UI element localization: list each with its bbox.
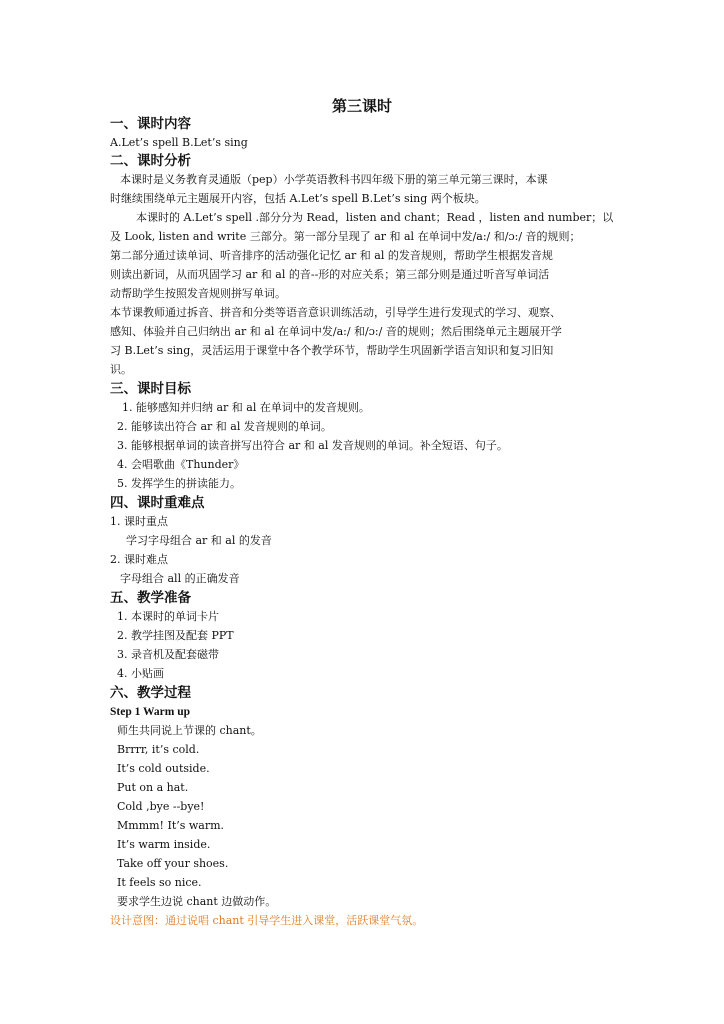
- chant-line: Mmmm! It’s warm.: [117, 819, 225, 832]
- paragraph-line: 及 Look, listen and write 三部分。第一部分呈现了 ar 和 al 在单词中发/a:/ 和/ɔ:/ 音的规则；: [110, 230, 581, 243]
- chant-line: It feels so nice.: [117, 876, 202, 889]
- paragraph-line: 识。: [110, 363, 132, 376]
- chant-line: Take off your shoes.: [117, 857, 229, 870]
- paragraph-line: 动帮助学生按照发音规则拼写单词。: [110, 287, 286, 300]
- paragraph-line: 时继续围绕单元主题展开内容，包括 A.Let’s spell B.Let’s sing 两个板块。: [110, 192, 486, 205]
- list-item: 4. 会唱歌曲《Thunder》: [117, 458, 245, 471]
- paragraph-line: 感知、体验并自己归纳出 ar 和 al 在单词中发/a:/ 和/ɔ:/ 音的规则；然后围绕单元主题展开学: [110, 325, 562, 338]
- step-heading: Step 1 Warm up: [110, 706, 190, 718]
- paragraph-line: 本节课教师通过拆音、拼音和分类等语音意识训练活动，引导学生进行发现式的学习、观察、: [110, 306, 561, 319]
- section-1-content: A.Let’s spell B.Let’s sing: [110, 136, 248, 149]
- list-item: 2. 教学挂图及配套 PPT: [117, 629, 234, 642]
- section-5-heading: 五、教学准备: [110, 590, 191, 606]
- paragraph-line: 则读出新词，从而巩固学习 ar 和 al 的音--形的对应关系；第三部分则是通过听音写单词活: [110, 268, 550, 281]
- list-item: 师生共同说上节课的 chant。: [117, 724, 262, 737]
- list-item: 2. 能够读出符合 ar 和 al 发音规则的单词。: [117, 420, 332, 433]
- paragraph-line: 本课时的 A.Let’s spell .部分分为 Read，listen and chant；Read ，listen and number；以: [136, 211, 614, 224]
- paragraph-line: 第二部分通过读单词、听音排序的活动强化记忆 ar 和 al 的发音规则，帮助学生根据发音规: [110, 249, 553, 262]
- list-item: 5. 发挥学生的拼读能力。: [117, 477, 241, 490]
- list-item: 2. 课时难点: [110, 553, 168, 566]
- design-note: 设计意图：通过说唱 chant 引导学生进入课堂，活跃课堂气氛。: [110, 914, 424, 927]
- list-item: 3. 录音机及配套磁带: [117, 648, 219, 661]
- section-2-heading: 二、课时分析: [110, 153, 191, 169]
- chant-line: It’s warm inside.: [117, 838, 211, 851]
- section-1-heading: 一、课时内容: [110, 116, 191, 132]
- section-6-heading: 六、教学过程: [110, 685, 191, 701]
- chant-line: Cold ,bye --bye!: [117, 800, 205, 813]
- list-item: 字母组合 all 的正确发音: [120, 572, 240, 585]
- section-4-heading: 四、课时重难点: [110, 495, 205, 511]
- list-item: 4. 小贴画: [117, 667, 164, 680]
- list-item: 3. 能够根据单词的读音拼写出符合 ar 和 al 发音规则的单词。补全短语、句子。: [117, 439, 508, 452]
- chant-line: It’s cold outside.: [117, 762, 210, 775]
- section-3-heading: 三、课时目标: [110, 381, 191, 397]
- list-item: 要求学生边说 chant 边做动作。: [117, 895, 277, 908]
- list-item: 1. 课时重点: [110, 515, 168, 528]
- list-item: 学习字母组合 ar 和 al 的发音: [126, 534, 272, 547]
- paragraph-line: 习 B.Let’s sing，灵活运用于课堂中各个教学环节，帮助学生巩固新学语言知识和复习旧知: [110, 344, 554, 357]
- chant-line: Brrrr, it’s cold.: [117, 743, 200, 756]
- chant-line: Put on a hat.: [117, 781, 189, 794]
- paragraph-line: 本课时是义务教育灵通版（pep）小学英语教科书四年级下册的第三单元第三课时，本课: [120, 173, 548, 186]
- list-item: 1. 能够感知并归纳 ar 和 al 在单词中的发音规则。: [122, 401, 370, 414]
- page-title: 第三课时: [331, 97, 392, 115]
- list-item: 1. 本课时的单词卡片: [117, 610, 219, 623]
